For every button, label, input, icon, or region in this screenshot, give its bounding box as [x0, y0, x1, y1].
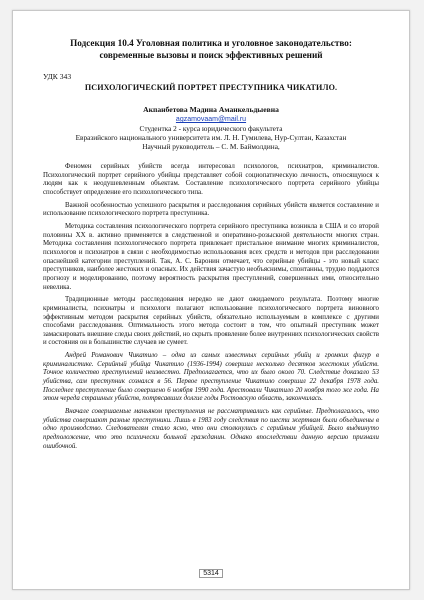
- article-body: [43, 163, 379, 451]
- author-email-link[interactable]: agzamovaam@mail.ru: [175, 116, 247, 123]
- paragraph-2: Важной особенностью успешного раскрытия и расследования серийных убийств является составление и использование психологического портрета преступника.: [43, 201, 379, 218]
- section-title: Подсекция 10.4 Уголовная политика и уголовное законодательство: современные вызовы и поиск эффективных решений: [70, 38, 352, 60]
- author-affiliation-line-1: Студентка 2 - курса юридического факультета: [139, 124, 283, 133]
- paragraph-3: Методика составления психологического портрета серийного преступника возникла в США и со второй половины XX в. активно применяется в следственной и оперативно-розыскной деятельности многих стран. Методика составления психологического портрета привлекает пристальное внимание многих криминалистов, психологов и психиатров в связи с необходимостью использования всех средств и методов при расследовании опаснейшей категории преступлений. Так, А. С. Баронин отмечает, что серийные убийцы - это новый класс преступников, наиболее жестоких и опасных. Их действия зачастую необъяснимы, спонтанны, трудно поддаются прогнозу и моделированию, поэтому вероятность раскрытия преступлений, совершенных ими, относительно невелика.: [43, 222, 379, 291]
- paragraph-4: Традиционные методы расследования нередко не дают ожидаемого результата. Поэтому многие криминалисты, психиатры и психологи полагают использование психологического портрета виновного эффективным методом раскрытия серийных убийств, обязательно используемым в комплексе с другими способами расследования. Оптимальность этого метода состоит в том, что опытный преступник может замаскировать внешние следы своих действий, но скрыть проявление более внутренних психологических свойств и состояния он в большинстве случаев не сумеет.: [43, 296, 379, 347]
- paragraph-6: Вначале совершаемые маньяком преступления не рассматривались как серийные. Предполагалось, что убийства совершают разные преступники. Лишь в 1983 году следствия по шести жертвам были объединены в одно производство. Следователям стало ясно, что они столкнулись с серийным убийцей. Было выдвинуто предположение, что это психически больной гражданин. Однако впоследствии данную версию признали ошибочной.: [43, 408, 379, 450]
- page-number-label: 5314: [199, 569, 223, 578]
- page-number: [13, 570, 409, 577]
- paragraph-1: Феномен серийных убийств всегда интересовал психологов, психиатров, криминалистов. Психологический портрет серийного убийцы представляет собой социопатическую личность, относящуюся к людям как к неодушевленным объектам. Составление психологического портрета серийного убийцы способствует определение его психологического типа.: [43, 163, 379, 196]
- paragraph-5: Андрей Романович Чикатило – одна из самых известных серийных убийц и громких фигур в криминалистике. Серийный убийца Чикатило (1936-1994) совершил несколько десятков жестоких убийств. Точное количество преступлений неизвестно. Предполагается, что их было около 70. Следствие доказало 53 убийства, сам преступник сознался в 56. Первое преступление Чикатило совершил 22 декабря 1978 года. Последнее преступление было совершено 6 ноября 1990 года. Арестовали Чикатило 20 ноября того же года. На этом череда страшных убийств, потрясавших долгие годы Ростовскую область, закончилась.: [43, 352, 379, 403]
- document-page: [12, 10, 410, 590]
- author-affiliation-line-2: Евразийского национального университета им. Л. Н. Гумилева, Нур-Султан, Казахстан: [75, 133, 347, 142]
- author-block: [43, 105, 379, 151]
- scientific-supervisor: Научный руководитель – С. М. Баймолдина,: [142, 142, 280, 151]
- article-title: ПСИХОЛОГИЧЕСКИЙ ПОРТРЕТ ПРЕСТУПНИКА ЧИКАТИЛО.: [84, 83, 338, 92]
- udk-code: УДК 343: [43, 72, 72, 81]
- author-name: Акпанбетова Мадина Аманкельдыевна: [143, 105, 279, 114]
